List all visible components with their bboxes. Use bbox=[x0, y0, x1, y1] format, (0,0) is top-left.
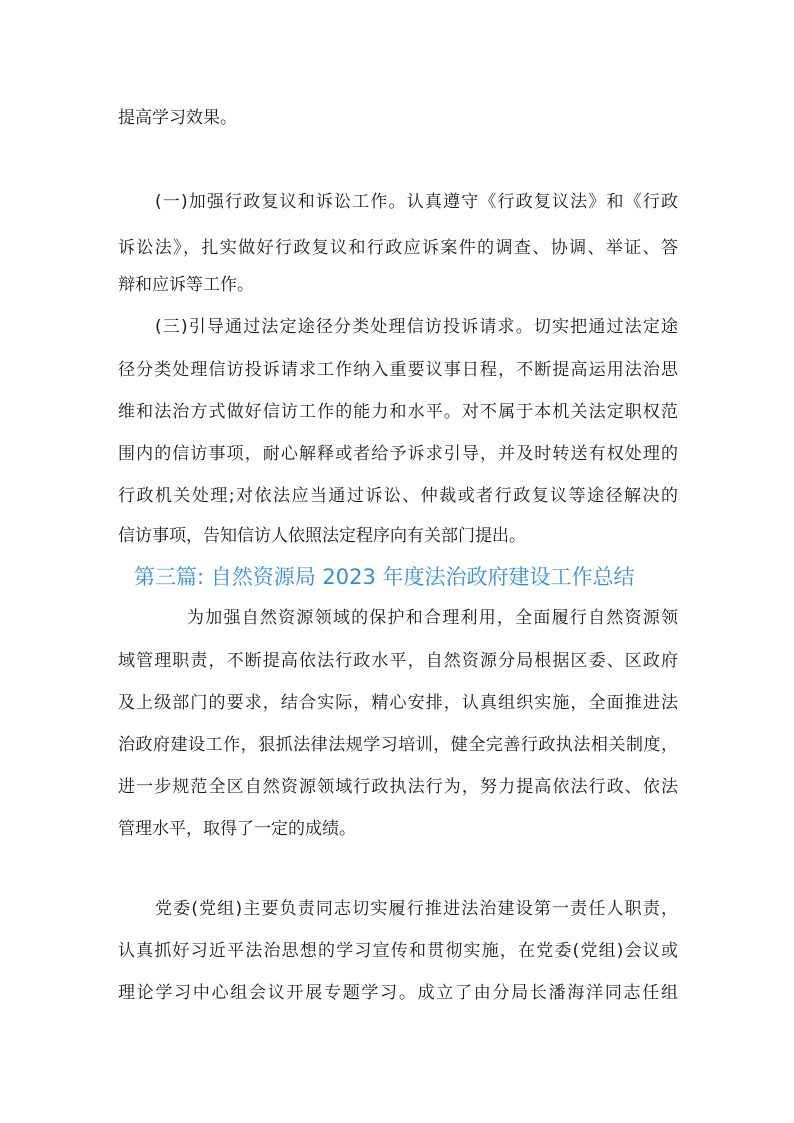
paragraph-line: (三)引导通过法定途径分类处理信访投诉请求。切实把通过法定途 bbox=[155, 317, 678, 337]
paragraph-line: 围内的信访事项，耐心解释或者给予诉求引导，并及时转送有权处理的 bbox=[118, 444, 678, 464]
paragraph-line: 党委(党组)主要负责同志切实履行推进法治建设第一责任人职责， bbox=[155, 899, 678, 919]
paragraph-line: 为加强自然资源领域的保护和合理利用，全面履行自然资源领 bbox=[187, 608, 678, 628]
paragraph-line: 径分类处理信访投诉请求工作纳入重要议事日程，不断提高运用法治思 bbox=[118, 360, 678, 380]
paragraph-line: 管理水平，取得了一定的成绩。 bbox=[118, 819, 356, 839]
section-heading: 第三篇: 自然资源局 2023 年度法治政府建设工作总结 bbox=[134, 565, 635, 589]
paragraph-line: 及上级部门的要求，结合实际，精心安排，认真组织实施，全面推进法 bbox=[118, 693, 678, 713]
paragraph-line: 辩和应诉等工作。 bbox=[118, 275, 254, 295]
paragraph-line: 理论学习中心组会议开展专题学习。成立了由分局长潘海洋同志任组 bbox=[118, 983, 678, 1003]
paragraph-line: 进一步规范全区自然资源领域行政执法行为，努力提高依法行政、依法 bbox=[118, 777, 678, 797]
paragraph-line: 认真抓好习近平法治思想的学习宣传和贯彻实施，在党委(党组)会议或 bbox=[118, 941, 678, 961]
paragraph-line: 提高学习效果。 bbox=[118, 108, 237, 128]
paragraph-line: 维和法治方式做好信访工作的能力和水平。对不属于本机关法定职权范 bbox=[118, 402, 678, 422]
paragraph-line: 治政府建设工作，狠抓法律法规学习培训，健全完善行政执法相关制度， bbox=[118, 735, 678, 755]
paragraph-line: 信访事项，告知信访人依照法定程序向有关部门提出。 bbox=[118, 526, 526, 546]
paragraph-line: 行政机关处理;对依法应当通过诉讼、仲裁或者行政复议等途径解决的 bbox=[118, 486, 678, 506]
paragraph-line: 域管理职责，不断提高依法行政水平，自然资源分局根据区委、区政府 bbox=[118, 651, 678, 671]
paragraph-line: 诉讼法》，扎实做好行政复议和行政应诉案件的调查、协调、举证、答 bbox=[118, 238, 678, 258]
paragraph-line: (一)加强行政复议和诉讼工作。认真遵守《行政复议法》和《行政 bbox=[155, 192, 678, 212]
